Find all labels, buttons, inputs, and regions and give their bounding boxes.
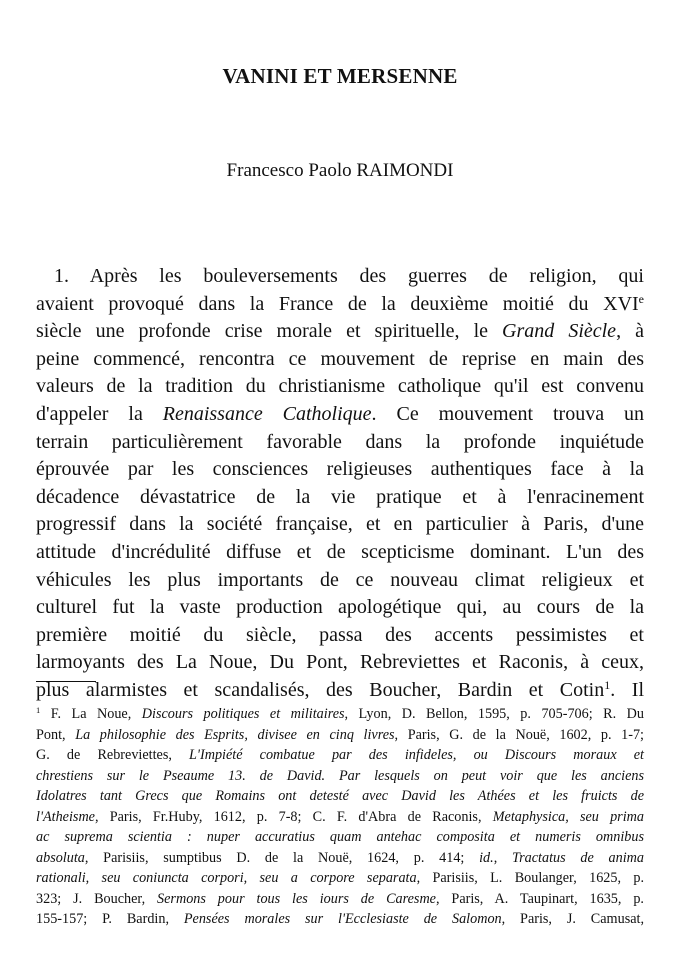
body-line: éprouvée par les consciences religieuses authentiques face à la [36,458,644,481]
article-title: VANINI ET MERSENNE [222,64,458,88]
body-line: culturel fut la vaste production apologétique qui, au cours de la [36,596,644,619]
footnote [36,704,644,930]
body-line: terrain particulièrement favorable dans la profonde inquiétude [36,430,644,453]
footnote-reference[interactable]: 1 [604,677,611,692]
body-line: avaient provoqué dans la France de la deuxième moitié du XVIe [36,291,644,315]
superscript: e [638,291,644,306]
body-line: première moitié du siècle, passa des accents pessimistes et [36,623,644,646]
body-line: véhicules les plus importants de ce nouveau climat religieux et [36,568,644,591]
footnote-line: 155-157; P. Bardin, Pensées morales sur l'Ecclesiaste de Salomon, Paris, J. Camusat, [36,911,644,927]
footnote-line: 323; J. Boucher, Sermons pour tous les iours de Caresme, Paris, A. Taupinart, 1635, p. [36,890,644,907]
body-line: larmoyants des La Noue, Du Pont, Rebreviettes et Raconis, à ceux, [36,651,644,674]
body-line: d'appeler la Renaissance Catholique. Ce mouvement trouva un [36,402,645,425]
body-line: attitude d'incrédulité diffuse et de scepticisme dominant. L'un des [36,540,644,563]
body-line: 1. Après les bouleversements des guerres de religion, qui [54,265,644,287]
footnote-line: absoluta, Parisiis, sumptibus D. de la Nouë, 1624, p. 414; id., Tractatus de anima [36,849,644,866]
body-line: valeurs de la tradition du christianisme catholique qu'il est convenu [36,375,644,398]
footnote-line: $^1$ F. La Noue, Discours politiques et militaires, Lyon, D. Bellon, 1595, p. 705-706; R. Du [36,704,644,722]
footnote-separator [36,681,96,682]
article-author: Francesco Paolo RAIMONDI [226,160,454,181]
footnote-line: l'Atheisme, Paris, Fr.Huby, 1612, p. 7-8; C. F. d'Abra de Raconis, Metaphysica, seu prima [36,808,644,825]
body-paragraph [36,263,644,705]
body-line: peine commencé, rencontra ce mouvement de reprise en main des [36,347,644,370]
footnote-marker: 1 [36,704,41,715]
footnote-line: Idolatres tant Grecs que Romains ont detesté avec David les Athées et les fruicts de [36,788,644,804]
footnote-line: Pont, La philosophie des Esprits, divisee en cinq livres, Paris, G. de la Nouë, 1602, p. 1-7; [36,726,644,743]
footnote-line: rationali, seu coniuncta corpori, seu a corpore separata, Parisiis, L. Boulanger, 1625, p. [36,870,644,886]
footnote-line: chrestiens sur le Pseaume 13. de David. Par lesquels on peut voir que les anciens [36,767,644,784]
body-line: progressif dans la société française, et en particulier à Paris, d'une [36,513,644,536]
body-line: plus alarmistes et scandalisés, des Boucher, Bardin et Cotin$^1$. Il [36,677,645,701]
body-line: siècle une profonde crise morale et spirituelle, le Grand Siècle, à [36,320,644,343]
footnote-line: G. de Rebreviettes, L'Impiété combatue par des infideles, ou Discours moraux et [36,747,644,763]
footnote-line: ac suprema scientia : nuper accuratius quam antehac composita et numeris omnibus [36,829,644,845]
body-line: décadence dévastatrice de la vie pratique et à l'enracinement [36,485,644,508]
